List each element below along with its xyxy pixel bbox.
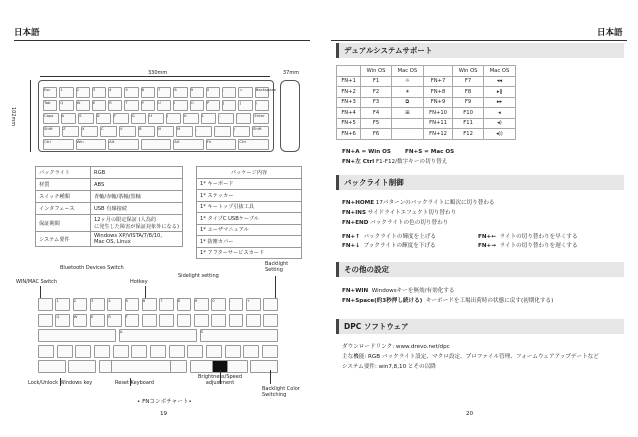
key: ] — [238, 100, 252, 111]
key: 7 — [159, 298, 174, 311]
fn-table-cell: F7 — [453, 76, 484, 87]
fn-table-cell: FN+10 — [423, 108, 452, 119]
spec-table — [35, 166, 183, 247]
fn-table-cell: F5 — [361, 118, 392, 129]
fn-table-cell: ◂◂ — [483, 76, 515, 87]
fn-table-cell: FN+5 — [337, 118, 361, 129]
key — [169, 345, 185, 358]
key — [150, 345, 166, 358]
package-item: 1* キーボード — [197, 178, 302, 190]
fn-space-desc: キーボードを工場出荷時の状態に戻す(初期化する) — [425, 298, 554, 304]
fn-table-cell: F6 — [361, 129, 392, 140]
key: E — [92, 100, 106, 111]
fn-table-row — [337, 118, 516, 129]
backlight-key: FN+END — [342, 220, 369, 226]
fn-table-cell: FN+8 — [423, 87, 452, 98]
fn-right-line — [478, 242, 578, 250]
fn-ctrl-line — [342, 158, 447, 166]
key: Enter — [253, 113, 269, 124]
backlight-desc: バックライトの色の切り替わり — [368, 220, 449, 226]
spec-row — [36, 167, 183, 179]
package-item: 1* ユーザマニュアル — [197, 224, 302, 236]
spec-row — [36, 215, 183, 232]
key: 1 — [55, 298, 70, 311]
fn-table-cell: ⧉ — [391, 97, 423, 108]
key: B — [138, 126, 155, 137]
sidelight-label: Sidelight setting — [178, 273, 219, 279]
key: A — [119, 329, 197, 342]
key: P — [206, 100, 220, 111]
key: J — [166, 113, 182, 124]
backlight-item — [342, 219, 495, 227]
key: G — [131, 113, 147, 124]
leader-line — [40, 286, 41, 298]
key: 0 — [211, 298, 226, 311]
key — [225, 345, 241, 358]
package-item: 1* タイプC USBケーブル — [197, 213, 302, 225]
fn-table-cell: F3 — [361, 97, 392, 108]
key — [211, 314, 226, 327]
key: [ — [222, 100, 236, 111]
fn-table-header: Win OS — [453, 66, 484, 77]
backlight-key: FN+HOME — [342, 200, 375, 206]
fn-table-cell: F4 — [361, 108, 392, 119]
key — [113, 345, 129, 358]
key: 0 — [206, 87, 220, 98]
key: - — [229, 298, 244, 311]
fn-table-cell: FN+1 — [337, 76, 361, 87]
fn-left-line — [478, 233, 578, 241]
left-page-number: 19 — [160, 411, 168, 417]
backlight-item — [342, 199, 495, 207]
fn-down-line — [342, 242, 436, 250]
brightness-label: Brightness/Speed adjustment — [198, 374, 242, 386]
fn-table-cell: ⊞ — [391, 108, 423, 119]
backlight-item — [342, 209, 495, 217]
section-backlight: バックライト制御 — [336, 175, 624, 190]
spec-label: 材質 — [36, 179, 91, 191]
key — [68, 360, 96, 373]
main-features: 主な機能: RGB バックライト設定、マクロ設定、プロファイル管理、フォームウェアアップデートなど — [342, 354, 599, 360]
leader-line — [270, 370, 271, 384]
fn-table-cell: ☼ — [391, 76, 423, 87]
key — [75, 345, 91, 358]
key: N — [157, 126, 174, 137]
key: E — [90, 314, 105, 327]
backlight-list — [342, 199, 495, 229]
fn-key-table — [336, 65, 516, 140]
key: S — [78, 113, 94, 124]
backlight-desc: 17パターンのバックライトに順次に切り替わる — [374, 200, 495, 206]
key: + — [246, 298, 261, 311]
winmac-label: WIN/MAC Switch — [16, 279, 58, 285]
spec-row — [36, 179, 183, 191]
key: 3 — [90, 298, 105, 311]
spec-label: バックライト — [36, 167, 91, 179]
key: T — [125, 314, 140, 327]
fn-table-cell — [391, 118, 423, 129]
spec-value: 青軸/赤軸/茶軸/黒軸 — [90, 191, 182, 203]
section-dpc-software: DPC ソフトウェア — [336, 319, 624, 334]
fn-table-row — [337, 108, 516, 119]
spec-value: ABS — [90, 179, 182, 191]
system-req: システム要件: win7,8,10 とその以降 — [342, 364, 436, 370]
key: D — [96, 113, 112, 124]
depth-dim-line — [30, 80, 31, 152]
bt-label: Bluetooth Devices Switch — [60, 265, 124, 271]
fn-table-cell: F1 — [361, 76, 392, 87]
key — [262, 345, 278, 358]
fn-table-cell: ▸ǁ — [483, 87, 515, 98]
package-title: パッケージ内容 — [197, 167, 302, 179]
backlight-color-label: Backlight Color Switching — [262, 386, 300, 398]
key: 9 — [194, 298, 209, 311]
key: U — [157, 100, 171, 111]
hotkey-label: Hotkey — [130, 279, 148, 285]
key: 6 — [142, 298, 157, 311]
key: I — [173, 100, 187, 111]
package-item: 1* アフターサービスカード — [197, 247, 302, 259]
fn-table-cell: F10 — [453, 108, 484, 119]
key — [38, 298, 53, 311]
key: L — [201, 113, 217, 124]
fn-table-cell: F12 — [453, 129, 484, 140]
section-other-settings: その他の設定 — [336, 262, 624, 277]
key: C — [100, 126, 117, 137]
key: Q — [59, 100, 73, 111]
fn-table-cell: ◂)) — [483, 129, 515, 140]
key — [177, 314, 192, 327]
key: W — [73, 314, 88, 327]
spec-label: 保証期間 — [36, 215, 91, 232]
spec-label: システム要件 — [36, 232, 91, 247]
fn-space-line — [342, 297, 553, 305]
depth-dimension: 102mm — [10, 107, 16, 127]
fn-table-header: Mac OS — [391, 66, 423, 77]
fn-table-cell: ▸▸ — [483, 97, 515, 108]
key: T — [124, 100, 138, 111]
key: Shift — [252, 126, 269, 137]
fn-win-key: FN+WIN — [342, 288, 369, 294]
key: 2 — [76, 87, 90, 98]
package-item: 1* 防塵カバー — [197, 236, 302, 248]
key: Tab — [43, 100, 57, 111]
key: Q — [55, 314, 70, 327]
key: W — [76, 100, 90, 111]
fn-a-line: FN+A = Win OS — [342, 149, 391, 155]
key: 3 — [92, 87, 106, 98]
key: ' — [236, 113, 252, 124]
fn-table-cell: FN+12 — [423, 129, 452, 140]
leader-line — [145, 286, 146, 298]
key: . — [214, 126, 231, 137]
key: H — [148, 113, 164, 124]
key: V — [119, 126, 136, 137]
height-dimension: 37mm — [283, 70, 300, 76]
key: ; — [218, 113, 234, 124]
key: , — [195, 126, 212, 137]
key — [206, 345, 222, 358]
fn-table-row — [337, 76, 516, 87]
fn-table-cell: FN+9 — [423, 97, 452, 108]
key — [263, 314, 278, 327]
package-table — [196, 166, 302, 259]
fn-table-header: Mac OS — [483, 66, 515, 77]
spec-row — [36, 191, 183, 203]
package-item: 1* ステッカー — [197, 190, 302, 202]
key — [229, 314, 244, 327]
fn-down-key: FN+↓ — [342, 243, 360, 249]
key: Z — [62, 126, 79, 137]
keyboard-top-view — [38, 80, 277, 152]
left-header-rule — [14, 40, 310, 41]
key: \ — [255, 100, 269, 111]
key: 7 — [157, 87, 171, 98]
key — [141, 139, 172, 150]
right-page-number: 20 — [466, 411, 474, 417]
section-dual-system: デュアルシステムサポート — [336, 43, 624, 58]
fn-table-cell: FN+4 — [337, 108, 361, 119]
fn-table-row — [337, 97, 516, 108]
key — [142, 314, 157, 327]
fn-table-cell: FN+2 — [337, 87, 361, 98]
key — [38, 329, 116, 342]
key — [38, 345, 54, 358]
backlight-label: Backlight Setting — [265, 261, 289, 273]
key: Fn — [206, 139, 237, 150]
key: 8 — [177, 298, 192, 311]
fn-left-desc: ライトの切り替わりを早くする — [499, 234, 578, 240]
fn-combo-keyboard — [36, 298, 280, 378]
key: 5 — [124, 87, 138, 98]
spec-label: スイッチ種類 — [36, 191, 91, 203]
key: A — [61, 113, 77, 124]
key: Ctrl — [43, 139, 74, 150]
key — [57, 345, 73, 358]
fn-s-line: FN+S = Mac OS — [405, 149, 455, 155]
fn-right-desc: ライトの切り替わりを遅くする — [499, 243, 578, 249]
key: S — [200, 329, 278, 342]
fn-up-desc: バックライトの輝度を上げる — [363, 234, 437, 240]
fn-table-row — [337, 129, 516, 140]
fn-table-cell: FN+3 — [337, 97, 361, 108]
fn-ctrl-key: FN+左 Ctrl — [342, 159, 375, 165]
key: Caps — [43, 113, 59, 124]
key: 9 — [190, 87, 204, 98]
fn-table-cell: FN+6 — [337, 129, 361, 140]
width-dimension: 330mm — [148, 70, 168, 76]
fn-table-cell: ◂) — [483, 118, 515, 129]
key: 4 — [107, 298, 122, 311]
key: 1 — [59, 87, 73, 98]
key: X — [81, 126, 98, 137]
keyboard-side-view — [280, 80, 300, 152]
key: = — [238, 87, 252, 98]
fn-table-cell: F2 — [361, 87, 392, 98]
key: 5 — [125, 298, 140, 311]
key — [246, 314, 261, 327]
key: Alt — [173, 139, 204, 150]
key: Y — [141, 100, 155, 111]
width-dim-line — [40, 76, 270, 77]
fn-table-cell — [391, 129, 423, 140]
key: - — [222, 87, 236, 98]
key: 6 — [141, 87, 155, 98]
key: K — [183, 113, 199, 124]
fn-right-key: FN+→ — [478, 243, 496, 249]
fn-table-cell: F11 — [453, 118, 484, 129]
key — [250, 360, 278, 373]
fn-table-cell: F9 — [453, 97, 484, 108]
spec-row — [36, 203, 183, 215]
key — [38, 360, 66, 373]
key — [187, 345, 203, 358]
fn-table-header: Win OS — [361, 66, 392, 77]
spec-label: インタフェース — [36, 203, 91, 215]
key: Ctrl — [238, 139, 269, 150]
key — [243, 345, 259, 358]
fn-win-line — [342, 287, 454, 295]
key: 2 — [73, 298, 88, 311]
download-link: ダウンロードリンク: www.drevo.net/dpc — [342, 344, 450, 350]
fn-table-row — [337, 87, 516, 98]
space-key — [111, 360, 171, 373]
key: Win — [76, 139, 107, 150]
key: O — [190, 100, 204, 111]
key: R — [108, 100, 122, 111]
key — [263, 298, 278, 311]
leader-line — [275, 276, 276, 298]
backlight-key: FN+INS — [342, 210, 366, 216]
spec-value: USB 有線接続 — [90, 203, 182, 215]
key: Backspace — [255, 87, 269, 98]
right-header-rule — [331, 40, 627, 41]
key: Shift — [43, 126, 60, 137]
fn-down-desc: ブックライトの輝度を下げる — [363, 243, 436, 249]
key — [38, 314, 53, 327]
key: Alt — [108, 139, 139, 150]
lock-label: Lock/Unlock Windows key — [28, 380, 93, 386]
spec-row — [36, 232, 183, 247]
fn-table-cell: ☀ — [391, 87, 423, 98]
key: 4 — [108, 87, 122, 98]
key — [194, 314, 209, 327]
key: Esc — [43, 87, 57, 98]
key: M — [176, 126, 193, 137]
fn-table-cell: ◂ — [483, 108, 515, 119]
fn-win-desc: Windowsキーを無効/有効化する — [371, 288, 455, 294]
key — [94, 345, 110, 358]
key: / — [233, 126, 250, 137]
fn-up-line — [342, 233, 436, 241]
reset-label: Reset Keyboard — [115, 380, 155, 386]
spec-value: RGB — [90, 167, 182, 179]
fn-space-key: FN+Space(約3秒押し続ける) — [342, 298, 423, 304]
fn-chart-caption: • FNコンボチャート• — [137, 399, 192, 405]
package-item: 1* キートップ引抜工具 — [197, 201, 302, 213]
spec-value: 12ヶ月の限定保証 (人為的 に発生した障害が保証対象外になる) — [90, 215, 182, 232]
left-page-header: 日本語 — [14, 28, 40, 38]
fn-ctrl-desc: F1-F12/数字キーの切り替え — [375, 159, 448, 165]
fn-up-key: FN+↑ — [342, 234, 360, 240]
fn-table-header — [337, 66, 361, 77]
key: F — [113, 113, 129, 124]
fn-table-cell: FN+7 — [423, 76, 452, 87]
key — [159, 314, 174, 327]
key: R — [107, 314, 122, 327]
fn-table-cell: F8 — [453, 87, 484, 98]
fn-table-cell: FN+11 — [423, 118, 452, 129]
backlight-desc: サイドライトエフェクト切り替わり — [365, 210, 457, 216]
fn-left-key: FN+← — [478, 234, 496, 240]
spec-value: Windows XP/VISTA/7/8/10, Mac OS, Linux — [90, 232, 182, 247]
key: 8 — [173, 87, 187, 98]
fn-table-header — [423, 66, 452, 77]
key — [131, 345, 147, 358]
right-page-header: 日本語 — [597, 28, 623, 38]
